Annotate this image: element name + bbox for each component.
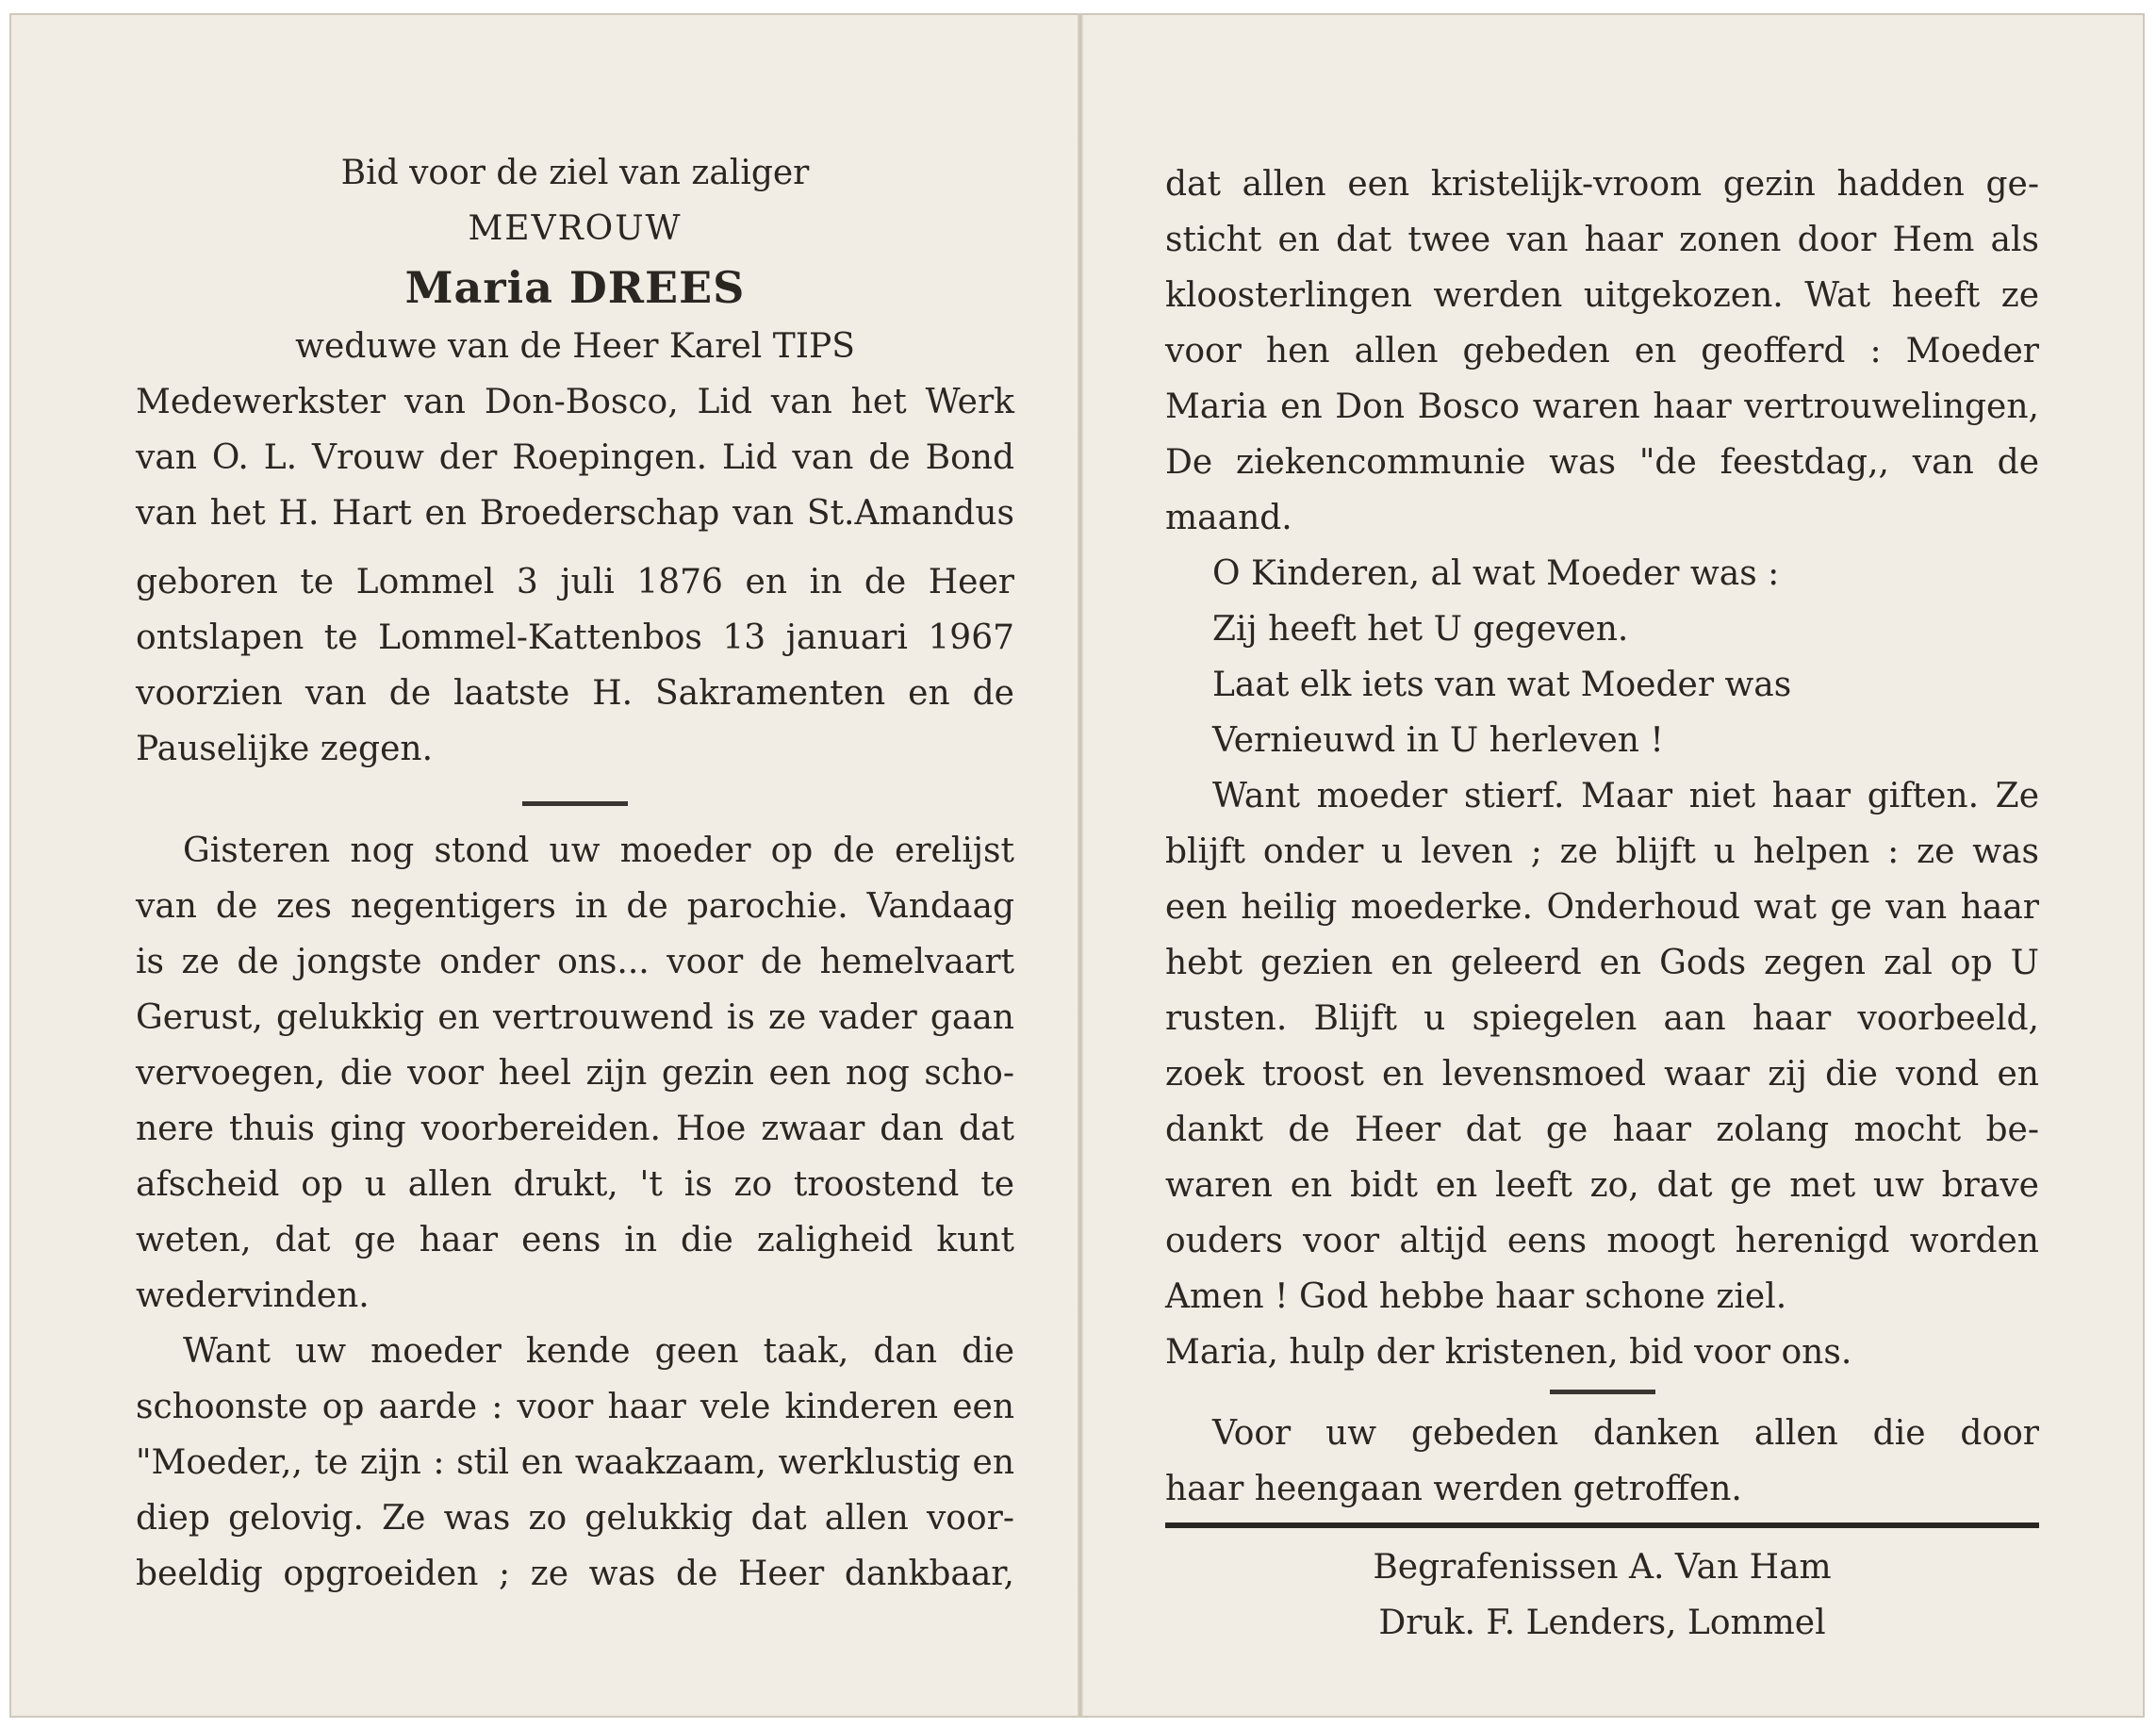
text-line: van de zes negentigers in de parochie. Vandaag	[136, 887, 1014, 926]
poem-line: Laat elk iets van wat Moeder was	[1212, 666, 1792, 704]
right-panel	[1083, 15, 2145, 1716]
membership-line: van O. L. Vrouw der Roepingen. Lid van de Bond	[136, 438, 1014, 477]
widow-line: weduwe van de Heer Karel TIPS	[295, 327, 855, 366]
text-line: hebt gezien en geleerd en Gods zegen zal op U	[1165, 944, 2039, 982]
spacer	[136, 541, 1014, 554]
left-panel	[11, 15, 1079, 1716]
text-line: dankt de Heer dat ge haar zolang mocht be-	[1165, 1111, 2039, 1149]
poem-line: Vernieuwd in U herleven !	[1212, 721, 1664, 760]
text-line: vervoegen, die voor heel zijn gezin een nog scho-	[136, 1054, 1014, 1093]
text-line: sticht en dat twee van haar zonen door Hem als	[1165, 221, 2039, 259]
undertaker-credit: Begrafenissen A. Van Ham	[1373, 1548, 1832, 1587]
memorial-card	[9, 13, 2145, 1718]
dates-line: Pauselijke zegen.	[136, 730, 434, 768]
membership-line: Medewerkster van Don-Bosco, Lid van het Werk	[136, 383, 1014, 421]
right-column	[1165, 156, 2039, 1651]
text-line: is ze de jongste onder ons... voor de hemelvaart	[136, 943, 1014, 981]
printer-credit: Druk. F. Lenders, Lommel	[1378, 1604, 1826, 1642]
text-line: kloosterlingen werden uitgekozen. Wat heeft ze	[1165, 276, 2039, 315]
text-line: diep gelovig. Ze was zo gelukkig dat allen voor-	[136, 1499, 1014, 1538]
honorific-title: MEVROUW	[468, 209, 683, 248]
poem-line: Zij heeft het U gegeven.	[1212, 610, 1629, 649]
membership-line: van het H. Hart en Broederschap van St.Amandus	[136, 494, 1014, 533]
text-line: maand.	[1165, 499, 1292, 537]
dates-line: geboren te Lommel 3 juli 1876 en in de Heer	[136, 563, 1014, 601]
text-line: een heilig moederke. Onderhoud wat ge van haar	[1165, 888, 2039, 927]
text-line: rusten. Blijft u spiegelen aan haar voorbeeld,	[1165, 999, 2039, 1038]
text-line: voor hen allen gebeden en geofferd : Moeder	[1165, 332, 2039, 370]
left-column	[136, 145, 1014, 1602]
text-line: waren en bidt en leeft zo, dat ge met uw brave	[1165, 1166, 2039, 1205]
text-line: weten, dat ge haar eens in die zaligheid kunt	[136, 1221, 1014, 1259]
text-line: ouders voor altijd eens moogt herenigd worden	[1165, 1222, 2039, 1260]
text-line: afscheid op u allen drukt, 't is zo troostend te	[136, 1165, 1014, 1204]
deceased-name: Maria DREES	[404, 262, 746, 313]
text-line: beeldig opgroeiden ; ze was de Heer dankbaar,	[136, 1555, 1014, 1593]
text-line: dat allen een kristelijk-vroom gezin hadden ge-	[1165, 165, 2039, 204]
thanks-line: Voor uw gebeden danken allen die door	[1212, 1414, 2039, 1453]
thanks-line: haar heengaan werden getroffen.	[1165, 1470, 1742, 1508]
text-line: Want uw moeder kende geen taak, dan die	[183, 1332, 1014, 1371]
text-line: nere thuis ging voorbereiden. Hoe zwaar dan dat	[136, 1110, 1014, 1148]
dates-line: ontslapen te Lommel-Kattenbos 13 januari 1967	[136, 618, 1014, 657]
text-line: blijft onder u leven ; ze blijft u helpen : ze was	[1165, 832, 2039, 871]
text-line: Want moeder stierf. Maar niet haar giften. Ze	[1212, 777, 2039, 815]
text-line: Gerust, gelukkig en vertrouwend is ze vader gaan	[136, 998, 1014, 1037]
text-line: wedervinden.	[136, 1276, 370, 1315]
text-line: Amen ! God hebbe haar schone ziel.	[1165, 1277, 1787, 1316]
dates-line: voorzien van de laatste H. Sakramenten en de	[136, 674, 1014, 713]
text-line: zoek troost en levensmoed waar zij die vond en	[1165, 1055, 2039, 1094]
text-line: Maria en Don Bosco waren haar vertrouwelingen,	[1165, 387, 2039, 426]
closing-prayer: Maria, hulp der kristenen, bid voor ons.	[1165, 1333, 1852, 1372]
text-line: "Moeder,, te zijn : stil en waakzaam, werklustig en	[136, 1443, 1014, 1482]
text-line: De ziekencommunie was "de feestdag,, van de	[1165, 443, 2039, 482]
prayer-intro: Bid voor de ziel van zaliger	[340, 154, 810, 192]
poem-line: O Kinderen, al wat Moeder was :	[1212, 554, 1780, 593]
text-line: Gisteren nog stond uw moeder op de erelijst	[183, 831, 1014, 870]
text-line: schoonste op aarde : voor haar vele kinderen een	[136, 1388, 1014, 1426]
